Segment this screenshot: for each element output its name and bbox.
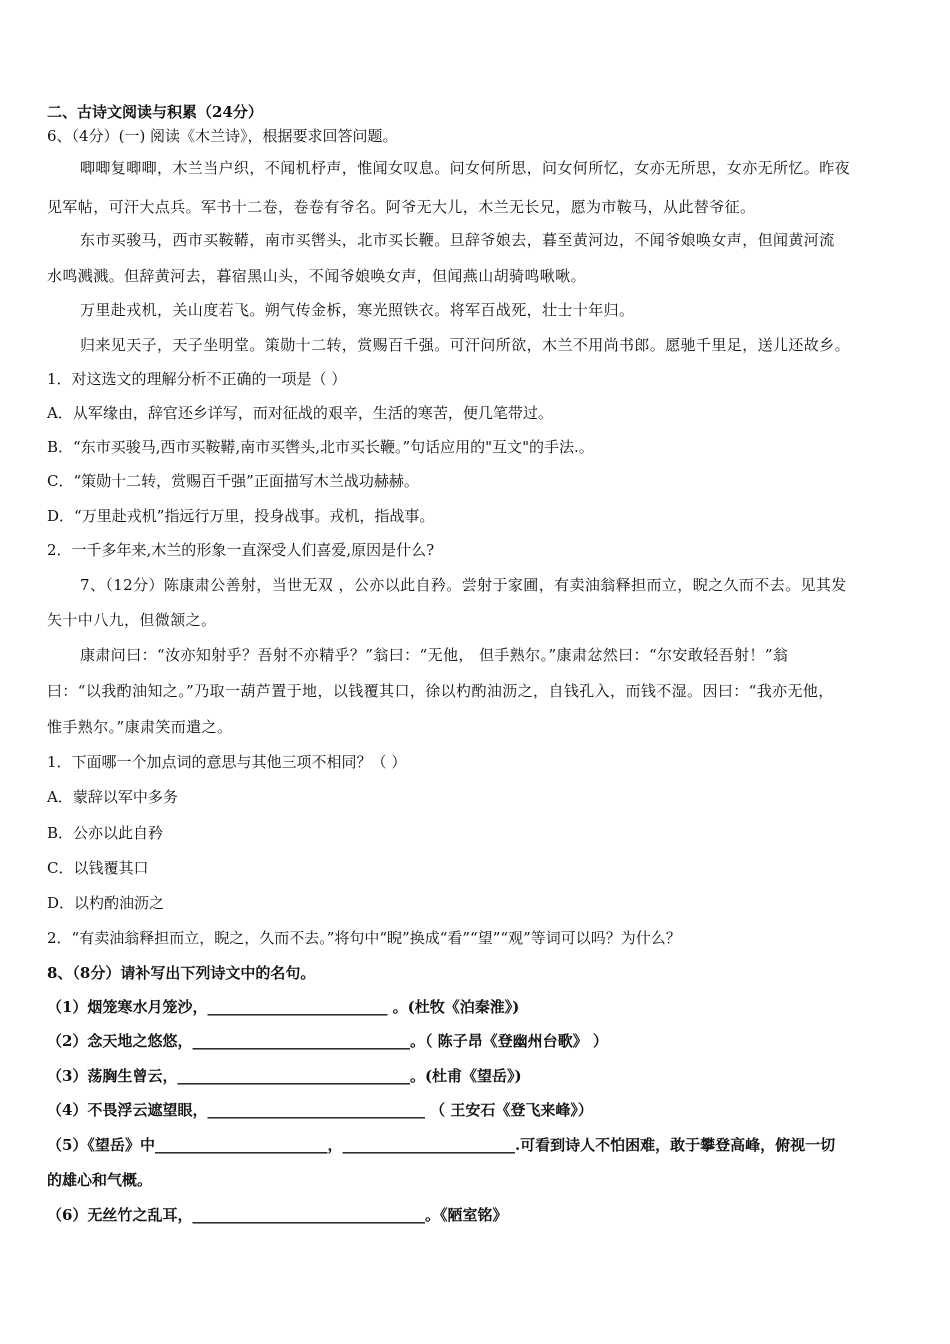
- q6-passage-line: 归来见天子，天子坐明堂。策勋十二转，赏赐百千强。可汗问所欲，木兰不用尚书郎。愿驰千里足，送儿还故乡。: [80, 336, 851, 354]
- q6-option-d: D．“万里赴戎机”指远行万里，投身战事。戎机，指战事。: [47, 507, 435, 525]
- q6-sub1-question: 1．对这选文的理解分析不正确的一项是（ ）: [47, 370, 347, 388]
- q7-option-b: B．公亦以此自矜: [47, 824, 164, 842]
- q6-sub2-question: 2．一千多年来,木兰的形象一直深受人们喜爱,原因是什么?: [47, 541, 435, 559]
- q8-item: （3）荡胸生曾云，_______________________________。(杜甫《望岳》): [47, 1067, 522, 1085]
- q7-option-a: A．蒙辞以军中多务: [47, 788, 178, 806]
- q8-item: （1）烟笼寒水月笼沙，________________________ 。(杜牧《泊秦淮》): [47, 998, 520, 1016]
- q8-header: 8、（8分）请补写出下列诗文中的名句。: [47, 964, 316, 982]
- q6-option-b: B．“东市买骏马,西市买鞍鞯,南市买辔头,北市买长鞭。”句话应用的"互文"的手法.。: [47, 438, 594, 456]
- q7-sub2-question: 2．“有卖油翁释担而立，睨之，久而不去。”将句中“睨”换成“看”“望”“观”等词可以吗？为什么？: [47, 929, 681, 947]
- q6-passage-line: 万里赴戎机，关山度若飞。朔气传金柝，寒光照铁衣。将军百战死，壮士十年归。: [80, 301, 635, 319]
- q7-sub1-question: 1．下面哪一个加点词的意思与其他三项不相同？（ ）: [47, 753, 407, 771]
- q6-passage-line: 唧唧复唧唧，木兰当户织，不闻机杼声，惟闻女叹息。问女何所思，问女何所忆，女亦无所思，女亦无所忆。昨夜: [80, 159, 851, 177]
- q8-item: （4）不畏浮云遮望眼，_____________________________ （ 王安石《登飞来峰》）: [47, 1101, 593, 1119]
- q6-option-a: A．从军缘由，辞官还乡详写，而对征战的艰辛，生活的寒苦，便几笔带过。: [47, 404, 553, 422]
- q7-passage-line: 7、（12分）陈康肃公善射，当世无双 ，公亦以此自矜。尝射于家圃，有卖油翁释担而立，睨之久而不去。见其发: [80, 576, 847, 594]
- q6-passage-line: 东市买骏马，西市买鞍鞯，南市买辔头，北市买长鞭。旦辞爷娘去，暮至黄河边，不闻爷娘唤女声，但闻黄河流: [80, 231, 835, 249]
- q8-item: （6）无丝竹之乱耳，_______________________________。《陋室铭》: [47, 1206, 508, 1224]
- q8-item-continuation: 的雄心和气概。: [47, 1171, 153, 1189]
- q7-passage-line: 曰：“以我酌油知之。”乃取一葫芦置于地，以钱覆其口，徐以杓酌油沥之，自钱孔入，而钱不湿。因曰：“我亦无他，: [47, 682, 834, 700]
- section-title: 二、古诗文阅读与积累（24分）: [47, 103, 263, 121]
- q7-option-d: D．以杓酌油沥之: [47, 894, 165, 912]
- q7-passage-line: 矢十中八九，但微颔之。: [47, 611, 217, 629]
- q6-option-c: C．“策勋十二转，赏赐百千强”正面描写木兰战功赫赫。: [47, 472, 419, 490]
- q6-header: 6、（4分）(一) 阅读《木兰诗》，根据要求回答问题。: [47, 127, 398, 145]
- q6-passage-line: 水鸣溅溅。但辞黄河去，暮宿黑山头，不闻爷娘唤女声，但闻燕山胡骑鸣啾啾。: [47, 267, 587, 285]
- q6-passage-line: 见军帖，可汗大点兵。军书十二卷，卷卷有爷名。阿爷无大儿，木兰无长兄，愿为市鞍马，从此替爷征。: [47, 198, 756, 216]
- q7-passage-line: 康肃问曰：“汝亦知射乎？吾射不亦精乎？”翁曰：“无他， 但手熟尔。”康肃忿然曰：“尔安敢轻吾射！”翁: [80, 646, 789, 664]
- q8-item: （2）念天地之悠悠，_____________________________。（ 陈子昂《登幽州台歌》 ）: [47, 1032, 608, 1050]
- q7-option-c: C．以钱覆其口: [47, 859, 149, 877]
- q8-item: （5）《望岳》中_______________________，_______________________.可看到诗人不怕困难，敢于攀登高峰，俯视一切: [47, 1136, 836, 1154]
- q7-passage-line: 惟手熟尔。”康肃笑而遣之。: [47, 718, 233, 736]
